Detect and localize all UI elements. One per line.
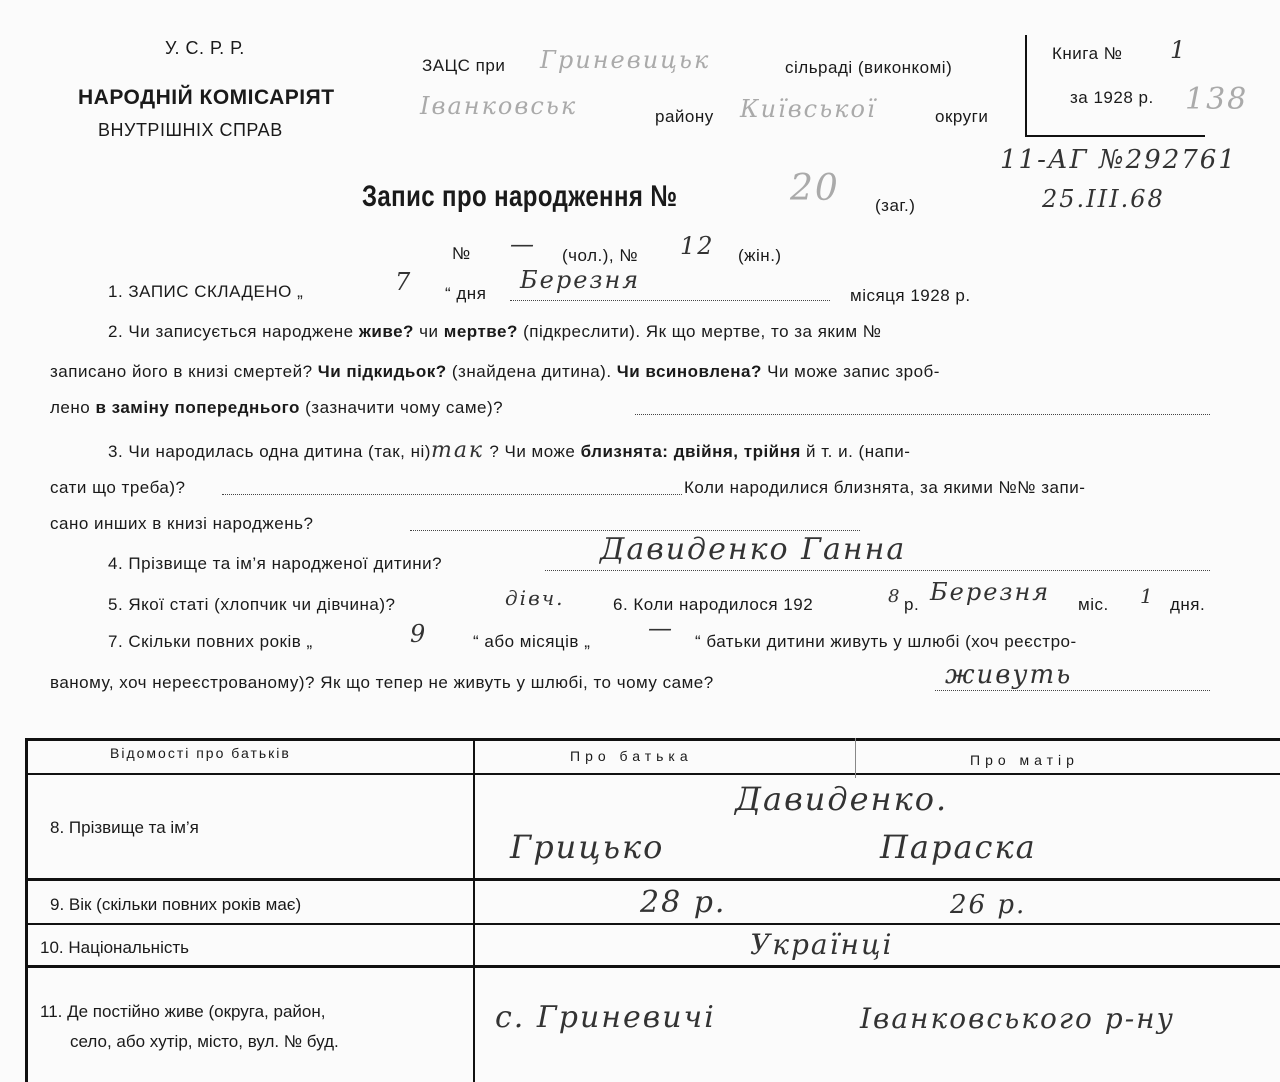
okrug-label: округи (935, 107, 989, 126)
q3-answer: так (430, 438, 485, 463)
no-label: № (452, 244, 471, 263)
margin-note-2: 25.III.68 (1042, 185, 1165, 213)
q6-label: 6. Коли народилося 192 (613, 595, 814, 614)
mother-name: Параска (880, 828, 1037, 866)
residence-district: Іванковського р-ну (860, 1002, 1175, 1035)
child-name: Давиденко Ганна (600, 532, 907, 567)
nationality-value: Українці (750, 928, 894, 961)
q3-line3: сано инших в книзі народжень? (50, 514, 314, 533)
q1-mid: “ дня (445, 284, 487, 303)
q3-line2a: сати що треба)? (50, 478, 186, 497)
q1-end: місяця 1928 р. (850, 286, 971, 305)
birth-month: Березня (930, 578, 1051, 606)
state-label: У. С. Р. Р. (165, 38, 245, 58)
sex-value: дівч. (505, 586, 565, 610)
father-age: 28 р. (640, 885, 727, 920)
male-label: (чол.), № (562, 246, 639, 265)
row-label: 11. Де постійно живе (округа, район, (40, 1002, 326, 1021)
year-suffix: р. (904, 595, 920, 614)
q1-month: Березня (520, 266, 641, 294)
q3-line1: 3. Чи народилась одна дитина (так, ні)так ? Чи може близнята: двійня, трійня й т. и. (напи- (108, 438, 911, 463)
marriage-status: живуть (945, 660, 1073, 690)
row-label: 9. Вік (скільки повних років має) (50, 895, 302, 914)
q7-label-a: 7. Скільки повних років „ (108, 632, 313, 651)
father-name: Грицько (510, 828, 665, 866)
page-title: Запис про народження № (362, 180, 678, 213)
marriage-months: — (648, 614, 674, 642)
district-label: району (655, 107, 714, 126)
district-value: Іванковськ (420, 92, 578, 120)
birth-year-digit: 8 (888, 586, 902, 607)
marriage-years: 9 (410, 620, 428, 648)
department-label: ВНУТРІШНІХ СПРАВ (98, 120, 283, 140)
female-label: (жін.) (738, 246, 782, 265)
row-label: 10. Національність (40, 938, 189, 957)
surname-value: Давиденко. (735, 780, 949, 818)
village-value: Гриневицьк (540, 46, 711, 74)
q7-label-c: “ батьки дитини живуть у шлюбі (хоч реєстро- (695, 632, 1077, 651)
q3-line2b: Коли народилися близнята, за якими №№ запи- (684, 478, 1086, 497)
q7-line2: ваному, хоч нереєстрованому)? Як що тепер не живуть у шлюбі, то чому саме? (50, 673, 714, 692)
book-box-border (1025, 35, 1027, 135)
row-label-2: село, або хутір, місто, вул. № буд. (70, 1032, 339, 1051)
q1-label: 1. ЗАПИС СКЛАДЕНО „ (108, 282, 304, 301)
village-suffix: сільраді (виконкомі) (785, 58, 953, 77)
q2-line2: записано його в книзі смертей? Чи підкидьок? (знайдена дитина). Чи всиновлена? Чи може запис зроб- (50, 362, 940, 381)
day-label: дня. (1170, 595, 1206, 614)
book-value: 1 (1170, 36, 1188, 64)
q7-label-b: “ або місяців „ (473, 632, 591, 651)
record-number: 20 (790, 168, 840, 209)
q4-label: 4. Прізвище та ім’я народженої дитини? (108, 554, 443, 573)
q2-line3: лено в заміну попереднього (зазначити чому саме)? (50, 398, 504, 417)
book-box-border (1025, 135, 1205, 137)
header-parents-info: Відомості про батьків (110, 745, 291, 761)
book-year: за 1928 р. (1070, 88, 1154, 107)
residence-village: с. Гриневичі (495, 1000, 716, 1035)
mother-age: 26 р. (950, 890, 1027, 920)
q2-line1: 2. Чи записується народжене живе? чи мертве? (підкреслити). Як що мертве, то за яким № (108, 322, 882, 341)
row-label: 8. Прізвище та ім’я (50, 818, 199, 837)
header-mother: Про матір (970, 752, 1079, 768)
commissariat-label: НАРОДНІЙ КОМІСАРІЯТ (78, 86, 335, 109)
q1-day: 7 (395, 268, 413, 296)
page-mark: 138 (1185, 82, 1249, 117)
margin-note-1: 11-АГ №292761 (1000, 145, 1237, 175)
zags-label: ЗАЦС при (422, 56, 506, 75)
title-suffix: (заг.) (875, 196, 916, 215)
birth-day: 1 (1140, 584, 1155, 608)
q5-label: 5. Якої статі (хлопчик чи дівчина)? (108, 595, 396, 614)
header-father: Про батька (570, 748, 693, 764)
month-label: міс. (1078, 595, 1109, 614)
female-number: 12 (680, 232, 715, 260)
male-number: — (510, 230, 536, 258)
book-label: Книга № (1052, 44, 1123, 63)
okrug-value: Київської (740, 95, 877, 123)
